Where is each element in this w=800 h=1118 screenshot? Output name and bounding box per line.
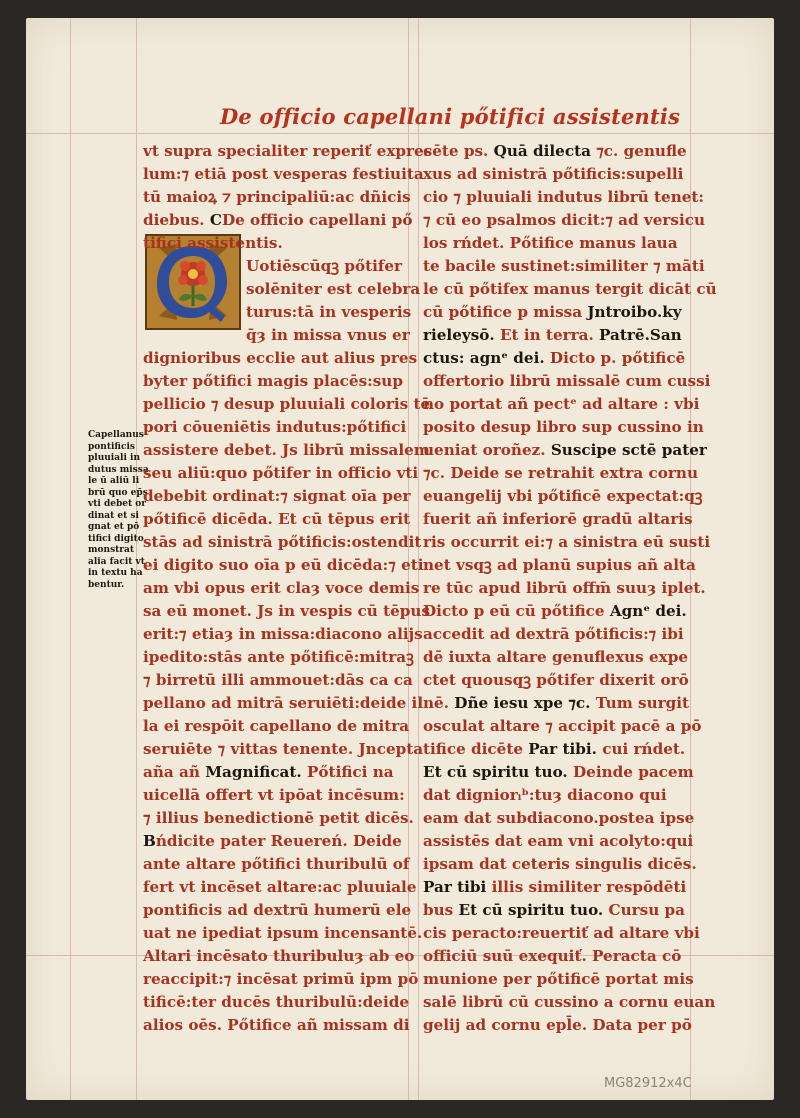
left-column-line [143,807,413,830]
liturgical-incipit: Jntroibo.ky [587,303,682,321]
left-column-line [143,692,424,715]
rubric-text: dignioribus ecclie aut alius pres [143,349,418,367]
left-column-line [143,669,413,692]
rubric-text: pellano ad mitrā seruiēti:deide il [143,694,424,712]
rubric-text: ris occurrit ei:⁊ a sinistra eū susti [423,533,711,551]
rubric-text: Tum surgit [590,694,690,712]
right-column-line [423,807,695,830]
margin-note-line: gnat et pō [88,522,140,532]
rubric-text: re tūc apud librū offm̄ suuȝ iplet. [423,579,706,597]
margin-note-line: dinat et si [88,510,139,521]
rubric-text: alios oēs. Pőtifice añ missam di [143,1016,410,1034]
ruling-line [26,133,774,134]
rubric-text: pőtificē dicēda. Et cū tēpus erit [143,510,411,528]
right-column-line [423,232,691,255]
rubric-text: cui rńdet. [596,740,686,758]
left-column-line [143,991,413,1014]
left-column-line [143,899,413,922]
rubric-text: pontificis ad dextrū humerū ele [143,901,412,919]
rubric-text: Altari incēsato thuribuluȝ ab eo [143,947,415,965]
rubric-text: ei digito suo oīa p eū dicēda:⁊ eti [143,556,424,574]
rubric-text: assistere debet. Js librū missalem [143,441,430,459]
rubric-text: De officio capellani pő [221,211,413,229]
left-column-line [143,646,413,669]
right-column-line [423,278,717,301]
liturgical-incipit: Et cū spiritu tuo. [458,901,604,919]
left-column-line [143,761,413,784]
rubric-text: los rńdet. Pőtifice manus laua [423,234,678,252]
rubric-text: Deinde pacem [567,763,694,781]
right-column-line [423,140,691,163]
rubric-text: reaccipit:⁊ incēsat primū ipm pō [143,970,419,988]
left-column-line [143,554,424,577]
liturgical-incipit: Par tibi [423,878,487,896]
rubric-text: lum:⁊ etiā post vesperas festiuita [143,165,424,183]
rubric-text: le cū pőtifex manus tergit dicāt cū [423,280,717,298]
left-column-line [143,209,413,232]
margin-note-line: dutus missa [88,464,149,475]
liturgical-incipit: B [143,832,156,850]
rubric-text: tū maioꝝ ⁊ principaliū:ac dñicis [143,188,411,206]
right-column-line [423,646,691,669]
right-column-line [423,416,704,439]
right-column-line [423,968,694,991]
liturgical-incipit: Dñe iesu xpe ⁊c. [454,694,591,712]
rubric-text: eam dat subdiacono.postea ipse [423,809,695,827]
rubric-text: munione per pőtificē portat mis [423,970,694,988]
left-column-line [143,600,431,623]
rubric-text: ⁊ cū eo psalmos dicit:⁊ ad versicu [423,211,706,229]
left-column-line [143,945,413,968]
right-column-line [423,508,691,531]
rubric-text: dat digniorᵢᵇ:tuȝ diacono qui [423,786,667,804]
right-column-line [423,899,691,922]
rubric-text: cēte ps. [423,142,494,160]
margin-note-line: vti debet or [88,499,147,509]
right-column-line [423,255,705,278]
right-column-line [423,462,699,485]
rubric-text: q̄ȝ in missa vnus er [246,326,410,344]
left-column-line [143,1014,413,1037]
rubric-text: ⁊ birretū illi ammouet:dās ca ca [143,671,413,689]
rubric-text: euangelij vbi pőtificē expectat:qꝫ [423,487,703,505]
right-column-line [423,393,700,416]
right-column-line [423,577,706,600]
rubric-text: ipedito:stās ante pőtificē:mitraꝫ [143,648,414,666]
rubric-text: pellicio ⁊ desup pluuiali coloris tē [143,395,431,413]
right-column-line [423,669,691,692]
right-column-line [423,738,691,761]
left-column-line [143,186,413,209]
rubric-text: offertorio librū missalē cum cussi [423,372,711,390]
rubric-text: Uotiēscūqꝫ pőtifer [246,257,403,275]
rubric-text: net vsqꝫ ad planū supius añ alta [423,556,696,574]
rubric-text: Et in terra. [494,326,600,344]
rubric-text: Dicto p. pőtificē [544,349,686,367]
left-column-line [143,876,417,899]
rubric-text: nē. [423,694,455,712]
right-column-line [423,439,707,462]
right-column-line [423,991,716,1014]
left-column-line [143,324,413,347]
margin-note-line: in textu ha [88,568,143,578]
rubric-text: illis similiter respōdēti [486,878,687,896]
rubric-text: ⁊c. genufle [590,142,687,160]
liturgical-incipit: Patrē.San [599,326,682,344]
text-column-left [143,140,433,1037]
left-column-line [143,370,413,393]
rubric-text: posito desup libro sup cussino in [423,418,704,436]
rubric-text: assistēs dat eam vni acolyto:qui [423,832,694,850]
left-column-line [143,416,413,439]
rubric-text: tifici assistentis. [143,234,283,252]
rubric-text: bus [423,901,459,919]
rubric-text: ipsam dat ceteris singulis dicēs. [423,855,697,873]
rubric-text: ctet quousqꝫ pőtifer dixerit orō [423,671,689,689]
rubric-text: debebit ordinat:⁊ signat oīa per [143,487,411,505]
rubric-text: sa eū monet. Js in vespis cū tēpus [143,602,431,620]
margin-note-line: pontificis [88,441,135,452]
left-column-line [143,163,424,186]
rubric-text: erit:⁊ etiaȝ in missa:diacono alijs [143,625,423,643]
rubric-text: pori cōueniētis indutus:pőtifici [143,418,407,436]
rubric-text: uat ne ipediat ipsum incensantē. [143,924,423,942]
left-column-line [143,508,413,531]
rubric-text: accedit ad dextrā pőtificis:⁊ ibi [423,625,684,643]
left-column-line [143,968,419,991]
left-column-line [143,485,413,508]
liturgical-incipit: ctus: agnᵉ dei. [423,349,545,367]
right-column-line [423,186,705,209]
right-column-line [423,347,691,370]
margin-note-line: pluuiali in [88,453,140,463]
right-column-line [423,761,694,784]
rubric-text: te bacile sustinet:similiter ⁊ māti [423,257,705,275]
rubric-text: dē iuxta altare genuflexus expe [423,648,689,666]
left-column-line [143,715,413,738]
left-column-line [143,531,422,554]
left-column-line [143,623,423,646]
right-column-line [423,715,702,738]
rubric-text: uicellā offert vt ipōat incēsum: [143,786,405,804]
liturgical-incipit: Magnificat. [205,763,302,781]
left-column-line [143,232,413,255]
rubric-text: la ei respōit capellano de mitra [143,717,410,735]
rubric-text: xus ad sinistrā pőtificis:supelli [423,165,684,183]
right-column-line [423,324,691,347]
rubric-text: ante altare pőtifici thuribulū of [143,855,410,873]
left-column-line [143,853,413,876]
rubric-text: no portat añ pectᵉ ad altare : vbi [423,395,700,413]
rubric-text: tificē:ter ducēs thuribulū:deide [143,993,410,1011]
rubric-text: ńdicite pater Reuereń. Deide [155,832,402,850]
rubric-text: Pőtifici na [301,763,394,781]
left-column-line [143,462,419,485]
rubric-text: cis peracto:reuertiť ad altare vbi [423,924,700,942]
rubric-text: vt supra specialiter reperiť expres [143,142,433,160]
left-column-line [143,278,421,301]
rubric-text: ⁊ illius benedictionē petit dicēs. [143,809,414,827]
right-column-line [423,692,691,715]
rubric-text: cū pőtifice p missa [423,303,588,321]
left-column-line [143,577,420,600]
rubric-text: turus:tā in vesperis [246,303,412,321]
right-column-line [423,600,691,623]
right-column-line [423,163,691,186]
liturgical-incipit: C [209,211,222,229]
right-column-line [423,784,691,807]
left-column-line [143,301,413,324]
margin-note-line: tifici digito [88,533,144,544]
rubric-text: Cursu pa [603,901,685,919]
right-column-line [423,1014,691,1037]
right-column-line [423,554,696,577]
rubric-text: stās ad sinistrā pőtificis:ostendit [143,533,422,551]
rubric-text: fuerit añ inferiorē gradū altaris [423,510,693,528]
left-column-line [143,347,418,370]
rubric-text: solēniter est celebra [246,280,421,298]
right-column-line [423,853,697,876]
right-column-line [423,623,691,646]
rubric-text: cio ⁊ pluuiali indutus librū tenet: [423,188,705,206]
left-column-line [143,140,433,163]
rubric-text: am vbi opus erit claȝ voce demis [143,579,420,597]
rubric-text: byter pőtifici magis placēs:sup [143,372,403,390]
liturgical-incipit: Et cū spiritu tuo. [423,763,568,781]
margin-note-line: le ū aliū li [88,476,140,486]
rubric-text: aña añ [143,763,206,781]
margin-note-line: monstrat [88,545,135,555]
left-column-line [143,784,413,807]
margin-note-line: Capellanus [88,430,144,440]
margin-note [88,430,149,591]
left-column-line [143,255,413,278]
right-column-line [423,370,711,393]
rubric-text: Dicto p eū cū pőtifice [423,602,610,620]
rubric-text: officiū suū exequiť. Peracta cō [423,947,682,965]
rubric-text: ueniat oroñez. [423,441,551,459]
rubric-text: fert vt incēset altare:ac pluuiale [143,878,417,896]
liturgical-incipit: Agnᵉ dei. [609,602,687,620]
rubric-text: salē librū cū cussino a cornu euan [423,993,716,1011]
rubric-text: seruiēte ⁊ vittas tenente. Jncepta [143,740,424,758]
liturgical-incipit: Quā dilecta [493,142,591,160]
left-column-line [143,439,430,462]
text-column-right [423,140,717,1037]
margin-note-line: bentur. [88,579,125,590]
margin-note-line: brū quo ep̄s [88,487,148,498]
rubric-text: seu aliū:quo pőtifer in officio vti [143,464,419,482]
left-column-line [143,922,423,945]
right-column-line [423,485,703,508]
rubric-text: ⁊c. Deide se retrahit extra cornu [423,464,699,482]
liturgical-incipit: rieleysō. [423,326,495,344]
liturgical-incipit: Par tibi. [528,740,597,758]
left-column-line [143,830,413,853]
shelfmark: MG82912x4C [604,1076,692,1091]
left-column-line [143,393,431,416]
liturgical-incipit: Suscipe sctē pater [550,441,707,459]
rubric-text: tifice dicēte [423,740,529,758]
ruling-line [70,18,71,1100]
right-column-line [423,209,706,232]
right-column-line [423,876,691,899]
running-heading: De officio capellani pőtifici assistentis [220,104,681,129]
right-column-line [423,301,691,324]
margin-note-line: alia facit vt [88,556,145,567]
right-column-line [423,945,691,968]
rubric-text: osculat altare ⁊ accipit pacē a pō [423,717,702,735]
right-column-line [423,830,694,853]
right-column-line [423,922,700,945]
rubric-text: gelij ad cornu epl̄e. Data per pō [423,1016,692,1034]
right-column-line [423,531,711,554]
rubric-text: diebus. [143,211,210,229]
left-column-line [143,738,424,761]
